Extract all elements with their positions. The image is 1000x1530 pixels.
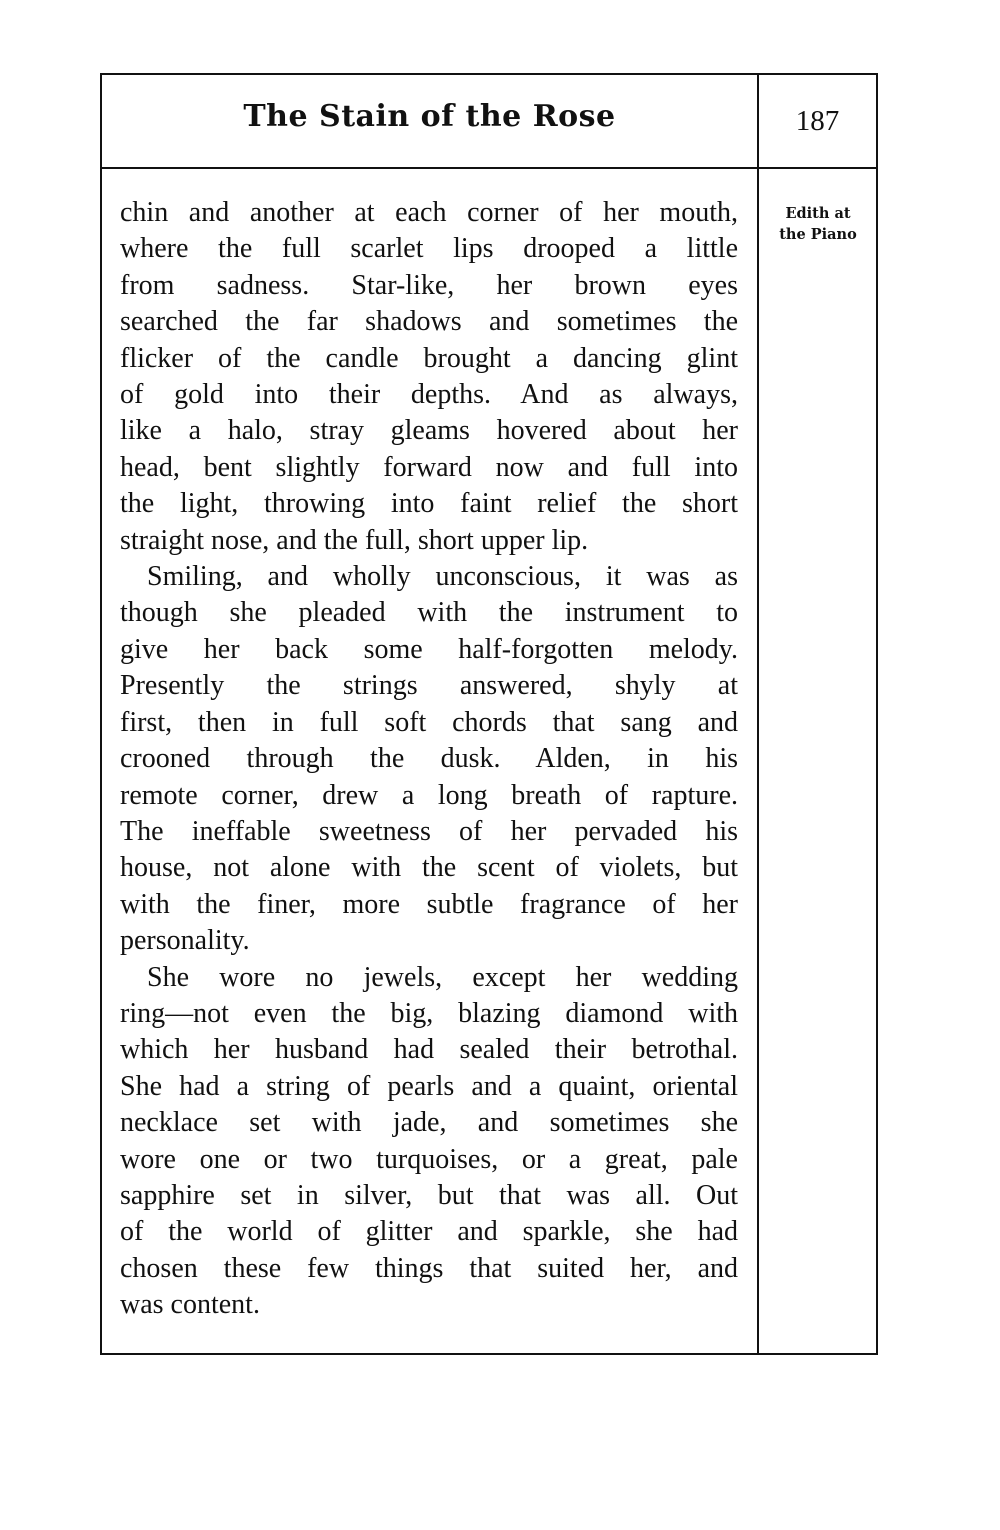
text-line: necklace set with jade, and sometimes she [120,1107,738,1139]
text-line: like a halo, stray gleams hovered about her [120,415,738,447]
text-line: which her husband had sealed their betrothal. [120,1034,738,1066]
text-line: ring—not even the big, blazing diamond with [120,997,738,1029]
text-line: the light, throwing into faint relief the short [120,488,738,520]
text-line: sapphire set in silver, but that was all. Out [120,1179,738,1211]
text-line: She had a string of pearls and a quaint, oriental [120,1070,738,1102]
text-line: of gold into their depths. And as always, [120,379,738,411]
side-note-line: the Piano [779,226,857,243]
text-line: where the full scarlet lips drooped a little [120,233,738,265]
side-note-line: Edith at [785,205,851,222]
text-line: with the finer, more subtle fragrance of her [120,888,738,920]
text-line: wore one or two turquoises, or a great, pale [120,1143,738,1175]
paragraph-1 [120,195,738,559]
text-line: crooned through the dusk. Alden, in his [120,743,738,775]
text-line: head, bent slightly forward now and full into [120,451,738,483]
text-line: first, then in full soft chords that sang and [120,706,738,738]
page-number: 187 [795,105,840,137]
text-line: chosen these few things that suited her, and [120,1252,738,1284]
page-frame [100,73,878,1355]
text-line: was content. [120,1289,260,1321]
paragraph-3 [120,960,738,1324]
text-line: house, not alone with the scent of violets, but [120,852,738,884]
body-text [120,195,738,1324]
text-line: straight nose, and the full, short upper lip. [120,524,589,556]
side-note [764,203,872,245]
text-line: personality. [120,925,250,957]
margin-column-divider [757,75,759,1353]
text-line: though she pleaded with the instrument to [120,597,738,629]
text-line: from sadness. Star-like, her brown eyes [120,269,738,301]
text-line: remote corner, drew a long breath of rapture. [120,779,738,811]
text-line: give her back some half-forgotten melody. [120,633,738,665]
text-line: The ineffable sweetness of her pervaded his [120,815,738,847]
text-line: She wore no jewels, except her wedding [147,961,738,993]
text-line: flicker of the candle brought a dancing glint [120,342,738,374]
text-line: of the world of glitter and sparkle, she had [120,1216,738,1248]
text-line: Smiling, and wholly unconscious, it was as [147,561,738,593]
text-line: Presently the strings answered, shyly at [120,670,738,702]
header-divider [102,167,876,169]
text-line: searched the far shadows and sometimes the [120,306,738,338]
running-title: The Stain of the Rose [243,99,616,134]
text-line: chin and another at each corner of her mouth, [120,197,738,228]
paragraph-2 [120,559,738,959]
